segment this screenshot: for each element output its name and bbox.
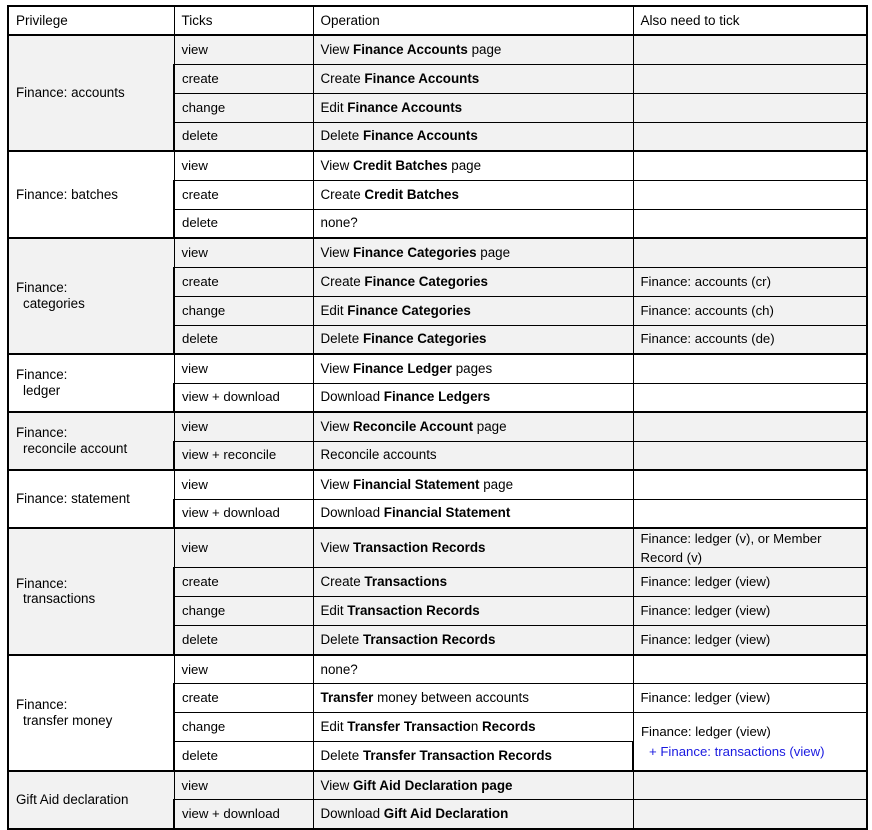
- also-need-to-tick-cell: [633, 655, 867, 684]
- ticks-cell: view: [174, 354, 313, 383]
- also-need-to-tick-cell: [633, 412, 867, 441]
- privilege-label: Finance:: [16, 367, 68, 383]
- privilege-cell: [8, 238, 174, 354]
- ticks-cell: view + download: [174, 383, 313, 412]
- operation-cell: Download Finance Ledgers: [313, 383, 633, 412]
- ticks-cell: change: [174, 713, 313, 742]
- table-row: [8, 354, 867, 383]
- table-row: [8, 35, 867, 64]
- operation-cell: View Gift Aid Declaration page: [313, 771, 633, 800]
- operation-cell: Edit Transfer Transaction Records: [313, 713, 633, 742]
- operation-emphasis: Finance Ledgers: [383, 389, 491, 405]
- also-need-to-tick-cell: Finance: accounts (cr): [633, 267, 867, 296]
- ticks-cell: create: [174, 64, 313, 93]
- also-need-to-tick-cell: [633, 499, 867, 528]
- also-need-to-tick-cell: [633, 713, 867, 771]
- also-need-to-tick-cell: [633, 35, 867, 64]
- plus-sign: +: [649, 743, 661, 759]
- also-line-primary: Finance: ledger (view): [641, 724, 771, 740]
- operation-emphasis: Finance Categories: [364, 273, 488, 289]
- privilege-label: Finance:: [16, 575, 68, 591]
- operation-emphasis: Finance Categories: [347, 302, 471, 318]
- also-need-to-tick-cell: [633, 151, 867, 180]
- operation-cell: Delete Finance Categories: [313, 325, 633, 354]
- privilege-label: Finance: statement: [16, 491, 130, 507]
- ticks-cell: view: [174, 238, 313, 267]
- ticks-cell: delete: [174, 122, 313, 151]
- operation-cell: Transfer money between accounts: [313, 684, 633, 713]
- operation-emphasis: Finance Categories: [353, 244, 477, 260]
- operation-emphasis: Credit Batches: [353, 157, 448, 173]
- table-row: [8, 655, 867, 684]
- table-row: [8, 151, 867, 180]
- also-need-to-tick-cell: Finance: accounts (ch): [633, 296, 867, 325]
- operation-emphasis: Transactions: [364, 574, 448, 590]
- operation-emphasis: Financial Statement: [353, 476, 480, 492]
- operation-cell: Create Credit Batches: [313, 180, 633, 209]
- ticks-cell: view + reconcile: [174, 441, 313, 470]
- operation-cell: Edit Finance Categories: [313, 296, 633, 325]
- table-row: [8, 470, 867, 499]
- table-body: [8, 35, 867, 829]
- ticks-cell: create: [174, 568, 313, 597]
- ticks-cell: view + download: [174, 499, 313, 528]
- operation-emphasis: Reconcile Account: [353, 418, 474, 434]
- privilege-label-line2: ledger: [23, 383, 61, 398]
- ticks-cell: delete: [174, 742, 313, 771]
- privilege-cell: [8, 151, 174, 238]
- operation-emphasis: Finance Accounts: [353, 41, 468, 57]
- privilege-cell: [8, 354, 174, 412]
- operation-emphasis: Finance Accounts: [362, 128, 478, 144]
- ticks-cell: view: [174, 35, 313, 64]
- also-need-to-tick-cell: Finance: ledger (view): [633, 626, 867, 655]
- also-need-to-tick-cell: [633, 93, 867, 122]
- operation-cell: Download Financial Statement: [313, 499, 633, 528]
- operation-cell: View Credit Batches page: [313, 151, 633, 180]
- privilege-cell: [8, 470, 174, 528]
- privilege-cell: [8, 528, 174, 655]
- ticks-cell: view: [174, 655, 313, 684]
- table-header-row: [8, 6, 867, 35]
- privilege-label-line2: transactions: [23, 591, 96, 607]
- also-need-to-tick-cell: [633, 64, 867, 93]
- privilege-label: Finance:: [16, 280, 68, 296]
- privilege-label: Gift Aid declaration: [16, 791, 129, 807]
- operation-emphasis: Transaction Records: [353, 540, 486, 556]
- operation-cell: Delete Transaction Records: [313, 626, 633, 655]
- also-need-to-tick-cell: Finance: ledger (view): [633, 684, 867, 713]
- operation-cell: View Reconcile Account page: [313, 412, 633, 441]
- privilege-label: Finance:: [16, 425, 68, 441]
- column-header-also-need-to-tick: Also need to tick: [633, 6, 867, 35]
- privilege-label: Finance:: [16, 696, 68, 712]
- privilege-cell: [8, 771, 174, 829]
- operation-cell: View Transaction Records: [313, 528, 633, 568]
- ticks-cell: delete: [174, 325, 313, 354]
- also-need-to-tick-cell: Finance: accounts (de): [633, 325, 867, 354]
- ticks-cell: view: [174, 528, 313, 568]
- operation-emphasis: Transaction Records: [347, 603, 480, 619]
- operation-cell: View Finance Ledger pages: [313, 354, 633, 383]
- privilege-label-line2: transfer money: [23, 712, 113, 728]
- operation-emphasis: Transfer Transactio: [347, 719, 471, 735]
- privilege-cell: [8, 412, 174, 470]
- also-need-to-tick-cell: Finance: ledger (view): [633, 568, 867, 597]
- also-need-to-tick-cell: [633, 383, 867, 412]
- ticks-cell: delete: [174, 626, 313, 655]
- privilege-label: Finance: batches: [16, 186, 118, 202]
- privilege-label: Finance: accounts: [16, 85, 125, 101]
- also-need-to-tick-cell: [633, 771, 867, 800]
- ticks-cell: change: [174, 296, 313, 325]
- ticks-cell: view: [174, 412, 313, 441]
- operation-cell: Reconcile accounts: [313, 441, 633, 470]
- ticks-cell: change: [174, 597, 313, 626]
- also-need-to-tick-cell: Finance: ledger (v), or Member Record (v): [633, 528, 867, 568]
- operation-cell: Download Gift Aid Declaration: [313, 800, 633, 829]
- operation-emphasis: Gift Aid Declaration: [383, 806, 509, 822]
- privilege-cell: [8, 655, 174, 771]
- privilege-label-line2: reconcile account: [23, 441, 128, 456]
- operation-cell: View Financial Statement page: [313, 470, 633, 499]
- ticks-cell: create: [174, 267, 313, 296]
- operation-emphasis: Gift Aid Declaration page: [353, 777, 513, 793]
- also-need-to-tick-cell: [633, 800, 867, 829]
- ticks-cell: view: [174, 470, 313, 499]
- table-header: [8, 6, 867, 35]
- also-line-additional: [641, 742, 859, 761]
- column-header-ticks: Ticks: [174, 6, 313, 35]
- also-need-to-tick-cell: [633, 441, 867, 470]
- also-need-to-tick-cell: [633, 122, 867, 151]
- operation-cell: View Finance Accounts page: [313, 35, 633, 64]
- also-need-to-tick-cell: [633, 354, 867, 383]
- operation-cell: none?: [313, 655, 633, 684]
- privilege-cell: [8, 35, 174, 151]
- operation-emphasis: Credit Batches: [364, 186, 459, 202]
- operation-emphasis: Transfer: [320, 690, 374, 706]
- ticks-cell: change: [174, 93, 313, 122]
- ticks-cell: view + download: [174, 800, 313, 829]
- operation-cell: Edit Transaction Records: [313, 597, 633, 626]
- ticks-cell: create: [174, 180, 313, 209]
- operation-cell: View Finance Categories page: [313, 238, 633, 267]
- privilege-label-line2: categories: [23, 296, 85, 311]
- also-need-to-tick-cell: [633, 470, 867, 499]
- ticks-cell: view: [174, 151, 313, 180]
- also-need-to-tick-cell: [633, 238, 867, 267]
- operation-emphasis: Financial Statement: [383, 505, 511, 521]
- ticks-cell: delete: [174, 209, 313, 238]
- table-row: [8, 238, 867, 267]
- operation-cell: Create Transactions: [313, 568, 633, 597]
- ticks-cell: view: [174, 771, 313, 800]
- operation-cell: Delete Finance Accounts: [313, 122, 633, 151]
- table-row: [8, 771, 867, 800]
- privilege-table: [7, 5, 868, 830]
- operation-emphasis: Finance Categories: [362, 331, 487, 347]
- column-header-operation: Operation: [313, 6, 633, 35]
- column-header-privilege: Privilege: [8, 6, 174, 35]
- operation-emphasis: Finance Accounts: [364, 70, 480, 86]
- operation-emphasis: Finance Ledger: [353, 360, 452, 376]
- also-need-to-tick-cell: [633, 209, 867, 238]
- also-link-text: Finance: transactions (view): [660, 743, 825, 759]
- table-row: [8, 528, 867, 568]
- operation-cell: Create Finance Accounts: [313, 64, 633, 93]
- operation-emphasis: Finance Accounts: [347, 99, 463, 115]
- operation-emphasis: Transfer Transaction Records: [362, 748, 552, 764]
- table-row: [8, 412, 867, 441]
- operation-cell: Delete Transfer Transaction Records: [313, 742, 633, 771]
- operation-emphasis: Transaction Records: [362, 632, 496, 648]
- operation-emphasis: Records: [482, 719, 536, 735]
- operation-cell: Create Finance Categories: [313, 267, 633, 296]
- also-need-to-tick-cell: [633, 180, 867, 209]
- ticks-cell: create: [174, 684, 313, 713]
- also-need-to-tick-cell: Finance: ledger (view): [633, 597, 867, 626]
- operation-cell: Edit Finance Accounts: [313, 93, 633, 122]
- operation-cell: none?: [313, 209, 633, 238]
